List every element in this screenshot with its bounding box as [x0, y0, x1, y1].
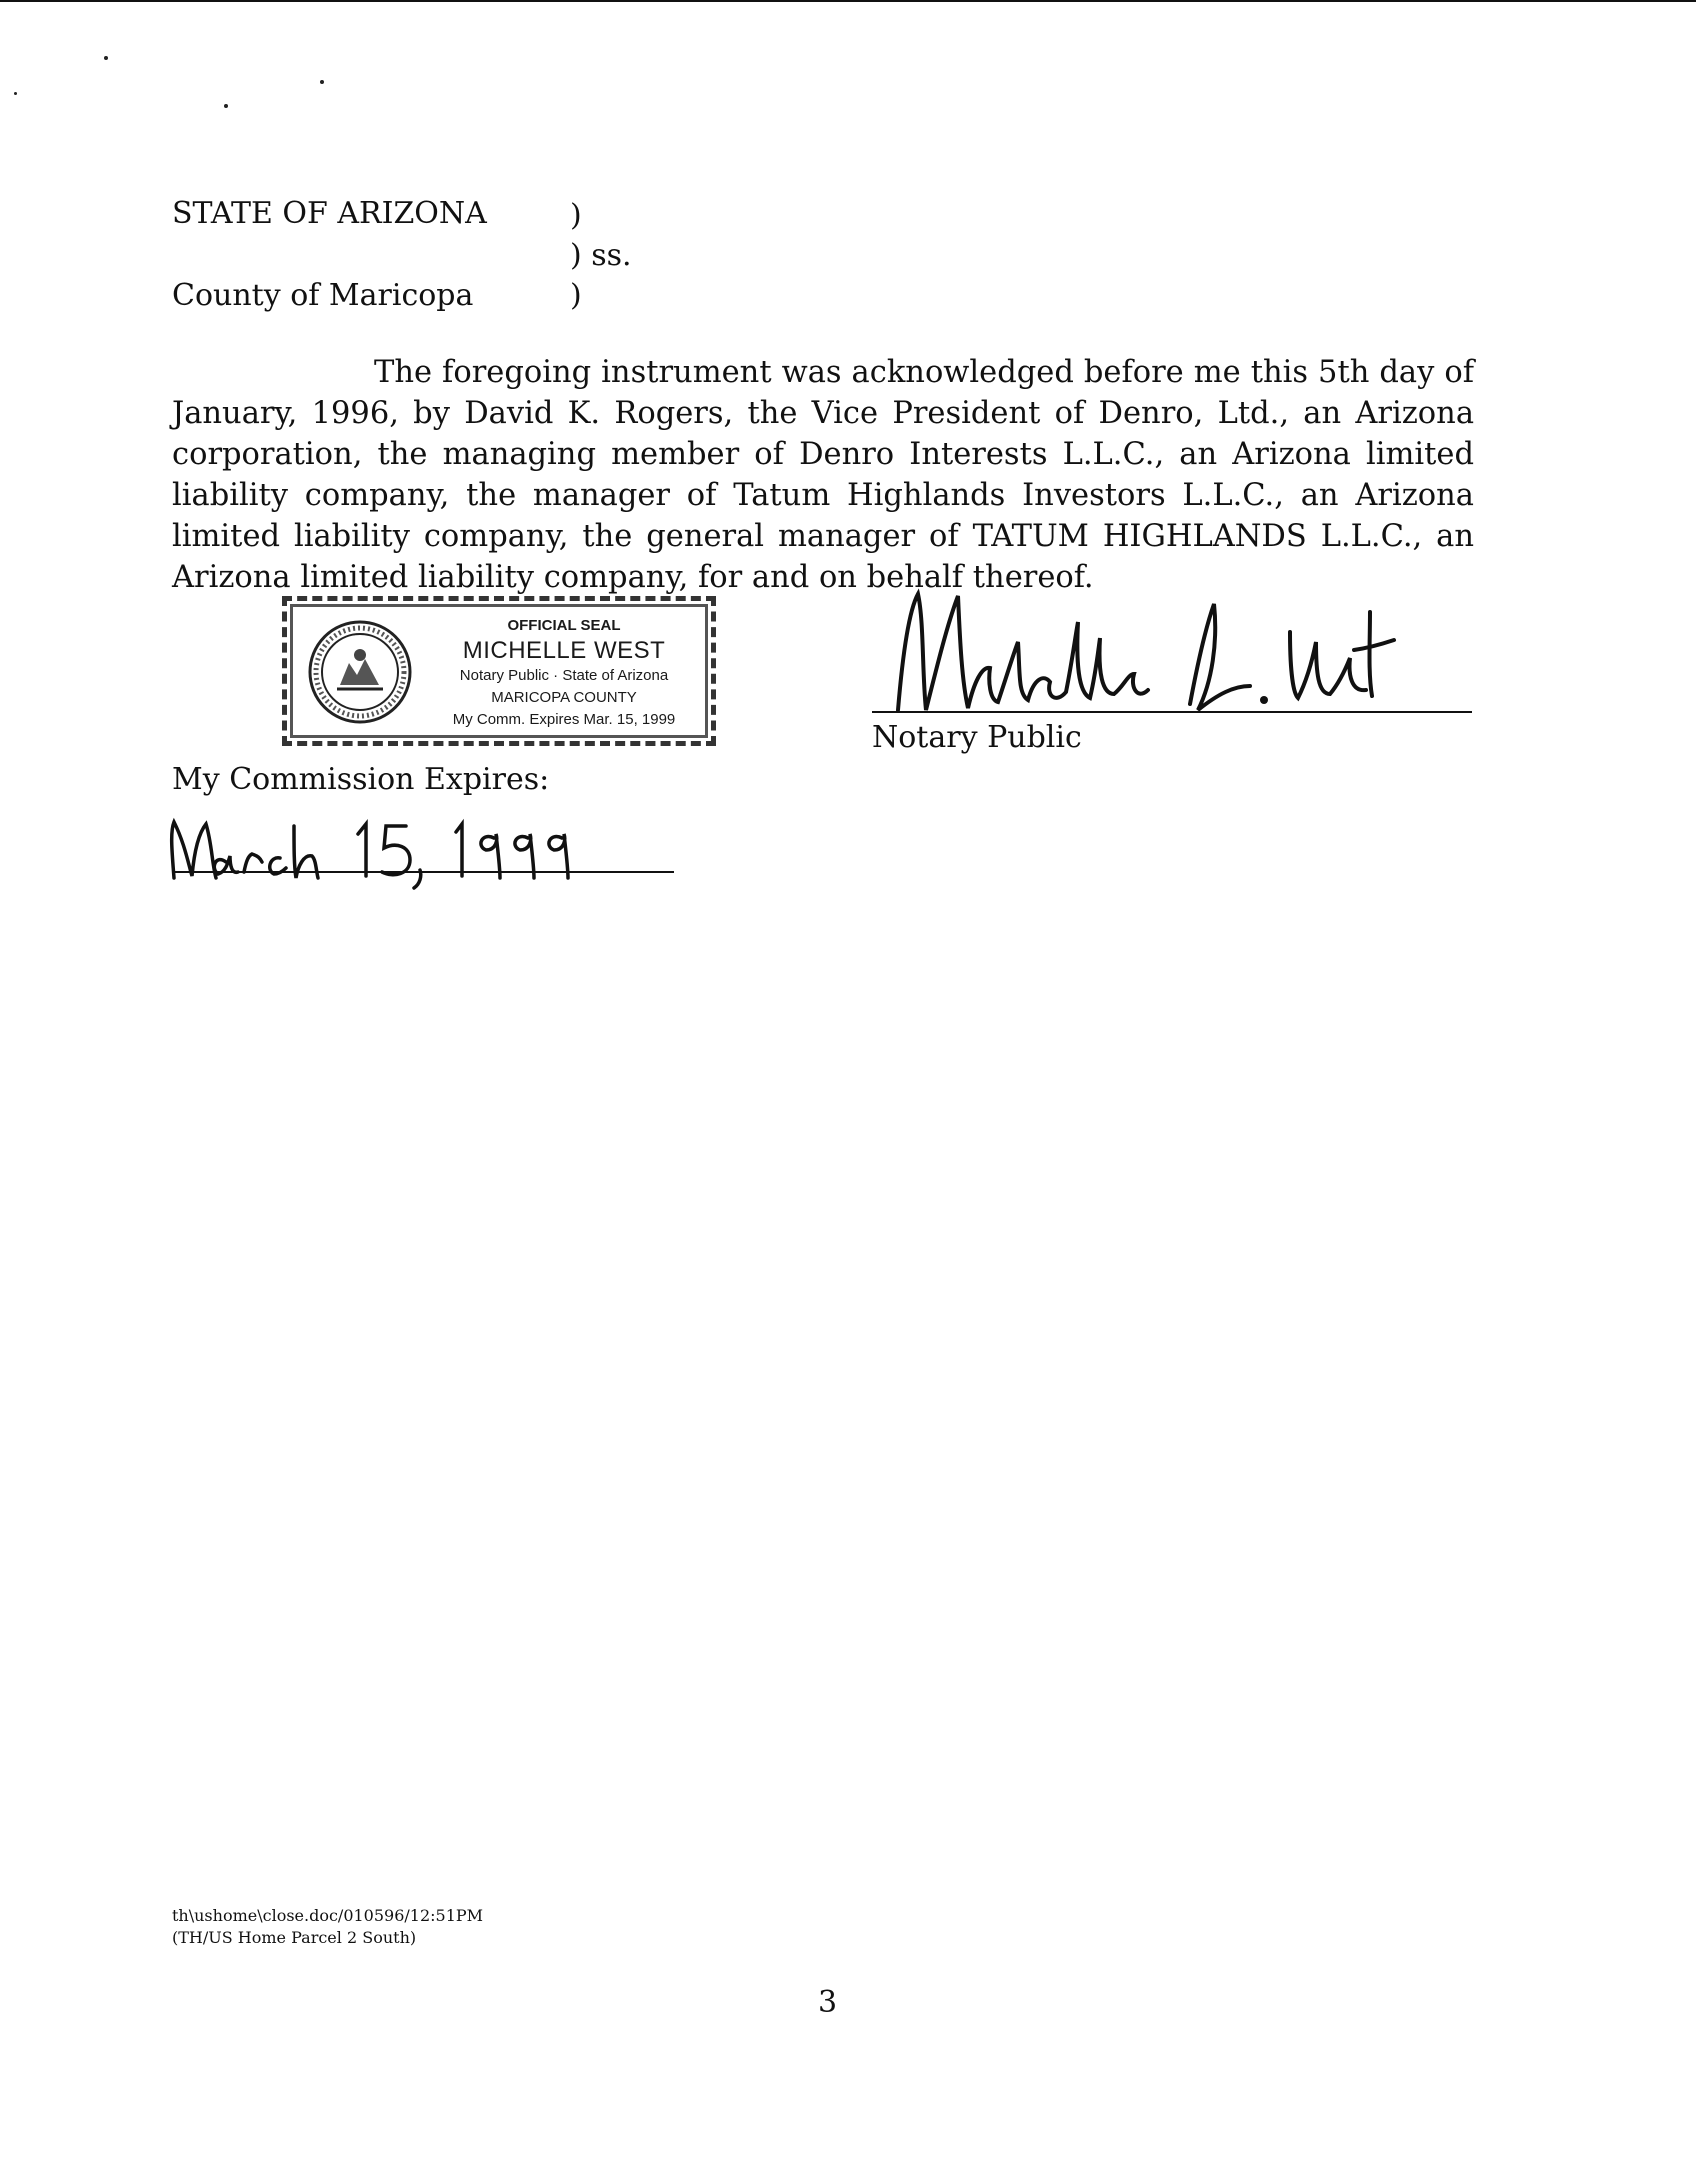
- venue-ss: ) ss.: [570, 238, 632, 273]
- footer-file-path: th\ushome\close.doc/010596/12:51PM: [172, 1906, 484, 1925]
- scan-speck: [104, 56, 108, 60]
- venue-paren-open: ): [570, 198, 582, 233]
- notary-signature: [878, 582, 1398, 722]
- seal-county: MARICOPA COUNTY: [491, 689, 637, 706]
- venue-county: County of Maricopa: [172, 278, 474, 313]
- acknowledgment-text: The foregoing instrument was acknowledged before me this 5th day of January, 1996, by David K. Rogers, the Vice President of Denro, Ltd., an Arizona corporation, the managing member of Denro Interests L.L.C., an Arizona limited liability company, the manager of Tatum Highlands Investors L.L.C., an Arizona limited liability company, the general manager of TATUM HIGHLANDS L.L.C., an Arizona limited liability company, for and on behalf thereof.: [172, 355, 1474, 595]
- notary-signature-line: [872, 711, 1472, 713]
- scan-speck: [224, 104, 228, 108]
- seal-title: OFFICIAL SEAL: [507, 617, 621, 634]
- page-number: 3: [818, 1985, 838, 2020]
- seal-notary-name: MICHELLE WEST: [462, 637, 666, 664]
- acknowledgment-paragraph: [172, 352, 1474, 598]
- venue-paren-close: ): [570, 278, 582, 313]
- arizona-state-seal-icon: [307, 619, 413, 725]
- notary-public-label: Notary Public: [872, 720, 1082, 755]
- seal-text-block: [421, 615, 707, 731]
- venue-state: STATE OF ARIZONA: [172, 196, 487, 231]
- scan-speck: [320, 80, 324, 84]
- commission-date-line: [172, 871, 674, 873]
- notary-seal-stamp: [282, 596, 716, 746]
- commission-expires-label: My Commission Expires:: [172, 762, 550, 797]
- scan-speck: [14, 92, 17, 95]
- seal-expiration: My Comm. Expires Mar. 15, 1999: [452, 711, 676, 728]
- footer-parcel-note: (TH/US Home Parcel 2 South): [172, 1928, 417, 1947]
- top-edge-rule: [0, 0, 1696, 2]
- handwritten-expiration-date: [166, 812, 666, 892]
- seal-role: Notary Public · State of Arizona: [459, 667, 669, 684]
